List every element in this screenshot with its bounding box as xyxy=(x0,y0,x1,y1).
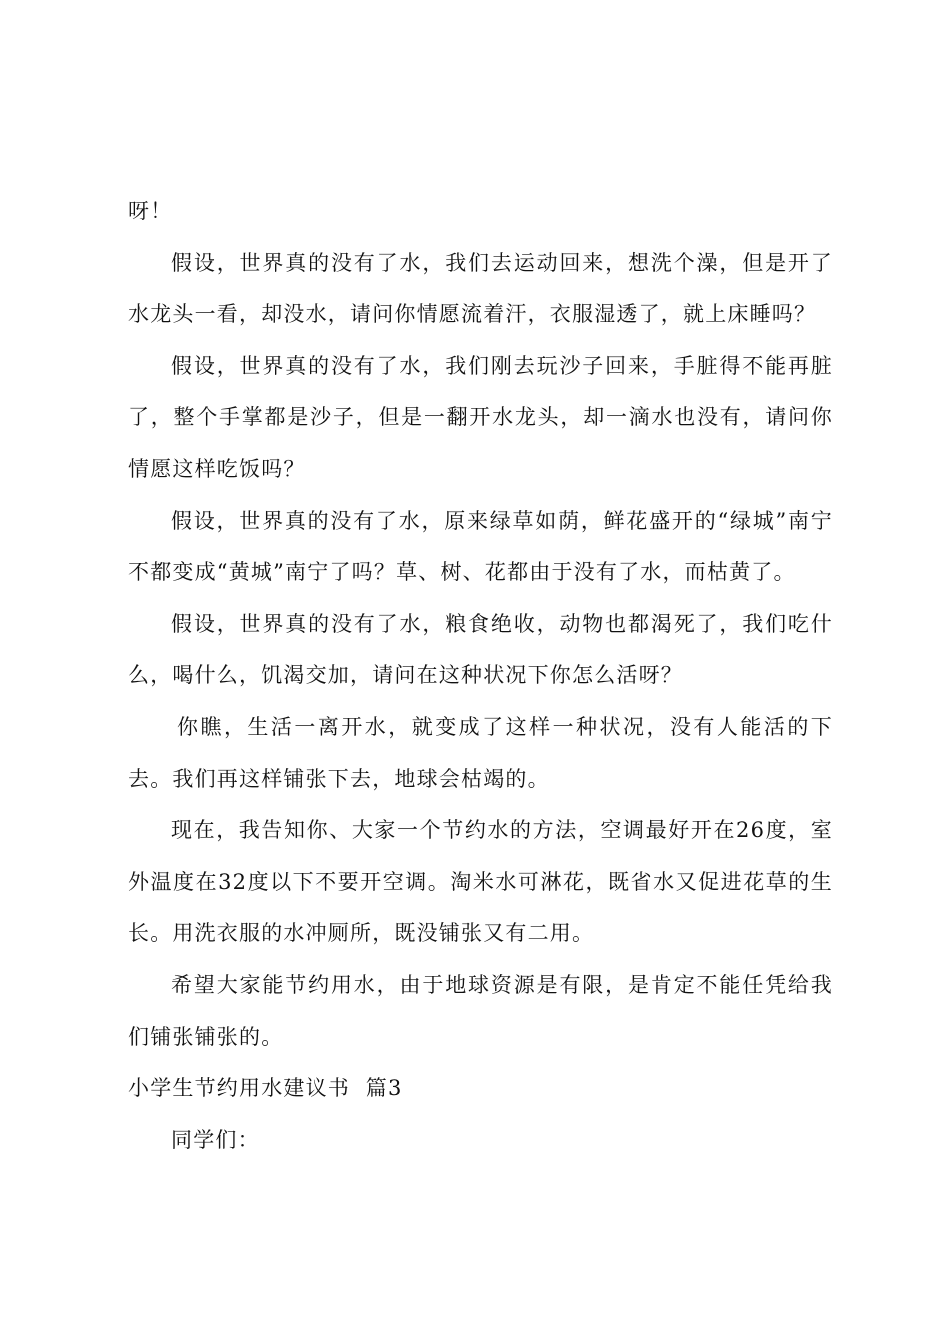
salutation: 同学们： xyxy=(171,1127,260,1152)
paragraph-food: 假设，世界真的没有了水，粮食绝收，动物也都渴死了，我们吃什么，喝什么，饥渴交加，请问在这种状况下你怎么活呀？ xyxy=(128,611,833,688)
paragraph-methods: 现在，我告知你、大家一个节约水的方法，空调最好开在26度，室外温度在32度以下不要开空调。淘米水可淋花，既省水又促进花草的生长。用洗衣服的水冲厕所，既没铺张又有二用。 xyxy=(128,818,833,946)
paragraph-hope: 希望大家能节约用水，由于地球资源是有限，是肯定不能任凭给我们铺张铺张的。 xyxy=(128,972,833,1049)
paragraph-sand: 假设，世界真的没有了水，我们刚去玩沙子回来，手脏得不能再脏了，整个手掌都是沙子，但是一翻开水龙头，却一滴水也没有，请问你情愿这样吃饭吗？ xyxy=(128,353,833,481)
paragraph-continuation: 呀！ xyxy=(128,199,173,223)
paragraph-life: 你瞧，生活一离开水，就变成了这样一种状况，没有人能活的下去。我们再这样铺张下去，地球会枯竭的。 xyxy=(128,714,833,791)
document-body xyxy=(128,186,833,1166)
paragraph-green-city: 假设，世界真的没有了水，原来绿草如荫，鲜花盛开的“绿城”南宁不都变成“黄城”南宁了吗？草、树、花都由于没有了水，而枯黄了。 xyxy=(128,508,833,585)
paragraph-shower: 假设，世界真的没有了水，我们去运动回来，想洗个澡，但是开了水龙头一看，却没水，请问你情愿流着汗，衣服湿透了，就上床睡吗？ xyxy=(128,250,833,327)
section-heading: 小学生节约用水建议书 篇3 xyxy=(128,1076,403,1101)
